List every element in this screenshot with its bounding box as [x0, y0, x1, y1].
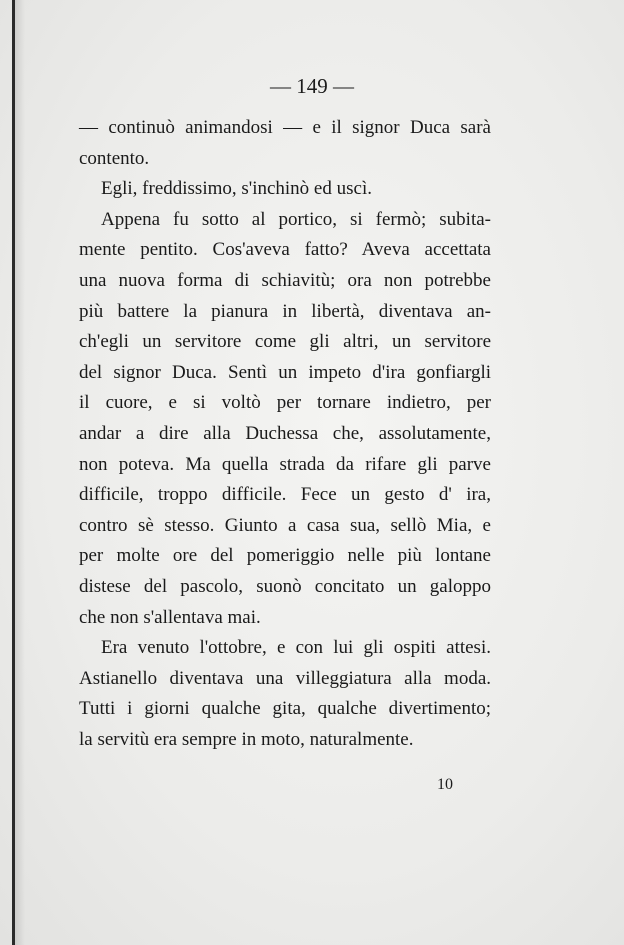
text-line: la servitù era sempre in moto, naturalmente.: [79, 728, 414, 750]
text-line: — continuò animandosi — e il signor Duca sarà: [79, 117, 491, 138]
text-line: contro sè stesso. Giunto a casa sua, sellò Mia, e: [79, 514, 491, 536]
text-line: andar a dire alla Duchessa che, assolutamente,: [79, 422, 491, 444]
text-line: contento.: [79, 147, 150, 169]
text-line: Astianello diventava una villeggiatura alla moda.: [79, 667, 491, 689]
text-line: del signor Duca. Sentì un impeto d'ira gonfiargli: [79, 361, 491, 383]
text-line: che non s'allentava mai.: [79, 606, 261, 628]
text-line: ch'egli un servitore come gli altri, un servitore: [79, 331, 491, 353]
page-number: — 149 —: [270, 74, 354, 98]
text-line: una nuova forma di schiavitù; ora non potrebbe: [79, 269, 491, 291]
text-line: il cuore, e si voltò per tornare indietro, per: [79, 392, 491, 414]
text-line: distese del pascolo, suonò concitato un galoppo: [79, 575, 491, 597]
text-line: Tutti i giorni qualche gita, qualche divertimento;: [79, 698, 491, 720]
signature-mark: 10: [437, 776, 453, 793]
text-line: Appena fu sotto al portico, si fermò; subita-: [101, 208, 491, 230]
text-line: difficile, troppo difficile. Fece un gesto d' ira,: [79, 484, 491, 506]
text-line: Egli, freddissimo, s'inchinò ed uscì.: [101, 178, 372, 200]
text-line: Era venuto l'ottobre, e con lui gli ospiti attesi.: [101, 637, 491, 659]
text-line: più battere la pianura in libertà, diventava an-: [79, 300, 491, 322]
text-line: non poteva. Ma quella strada da rifare gli parve: [79, 453, 491, 475]
body-text: [79, 113, 491, 755]
binding-shadow: [15, 0, 25, 945]
text-line: per molte ore del pomeriggio nelle più lontane: [79, 545, 491, 567]
text-line: mente pentito. Cos'aveva fatto? Aveva accettata: [79, 239, 491, 261]
